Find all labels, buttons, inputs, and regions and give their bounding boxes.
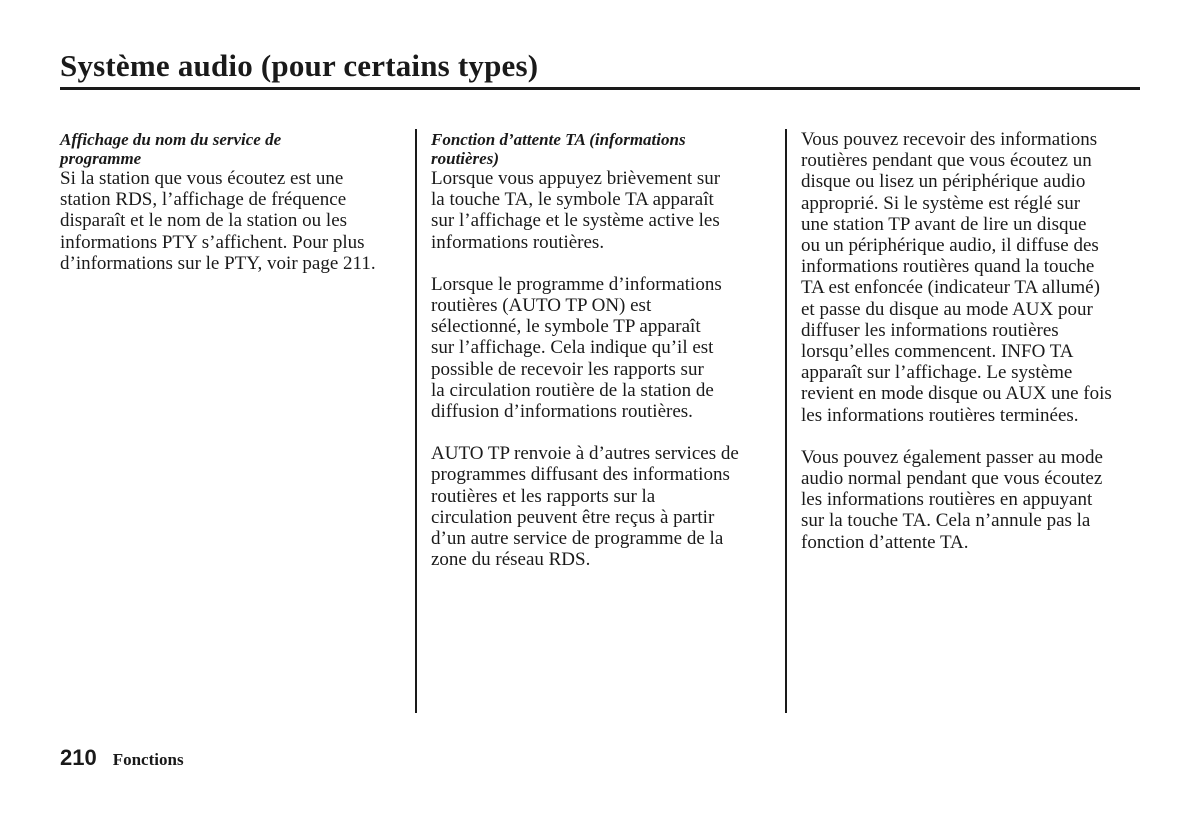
paragraph: AUTO TP renvoie à d’autres services de programmes diffusant des informations routières et les rapports sur la circulation peuvent être reçus à partir d’un autre service de programme de la zone du réseau RDS. (431, 443, 739, 571)
paragraph: Vous pouvez également passer au mode audio normal pendant que vous écoutez les informations routières en appuyant sur la touche TA. Cela n’annule pas la fonction d’attente TA. (801, 446, 1103, 553)
paragraph: Lorsque le programme d’informations routières (AUTO TP ON) est sélectionné, le symbole TP apparaît sur l’affichage. Cela indique qu’il est possible de recevoir les rapports sur la circulation routière de la station de diffusion d’informations routières. (431, 273, 722, 423)
paragraph: Si la station que vous écoutez est une station RDS, l’affichage de fréquence disparaît et le nom de la station ou les informations PTY s’affichent. Pour plus d’informations sur le PTY, voir page 211. (60, 168, 376, 274)
section-heading: Fonction d’attente TA (informations routières) (431, 130, 686, 168)
page-number: 210 (60, 745, 97, 770)
paragraph: Lorsque vous appuyez brièvement sur la touche TA, le symbole TA apparaît sur l’affichage et le système active les informations routières. (431, 168, 721, 253)
title-rule (60, 87, 1140, 90)
page-footer (60, 745, 184, 771)
column-2 (431, 129, 776, 570)
column-1 (60, 129, 405, 274)
column-3 (801, 129, 1141, 553)
page-title: Système audio (pour certains types) (60, 48, 539, 83)
section-name: Fonctions (112, 750, 184, 769)
section-heading: Affichage du nom du service de programme (60, 130, 282, 168)
paragraph: Vous pouvez recevoir des informations routières pendant que vous écoutez un disque ou lisez un périphérique audio approprié. Si le système est réglé sur une station TP avant de lire un disque ou un périphérique audio, il diffuse des informations routières quand la touche TA est enfoncée (indicateur TA allumé) et passe du disque au mode AUX pour diffuser les informations routières lorsqu’elles commencent. INFO TA apparaît sur l’affichage. Le système revient en mode disque ou AUX une fois les informations routières terminées. (801, 129, 1112, 426)
column-divider (785, 129, 787, 713)
column-divider (415, 129, 417, 713)
